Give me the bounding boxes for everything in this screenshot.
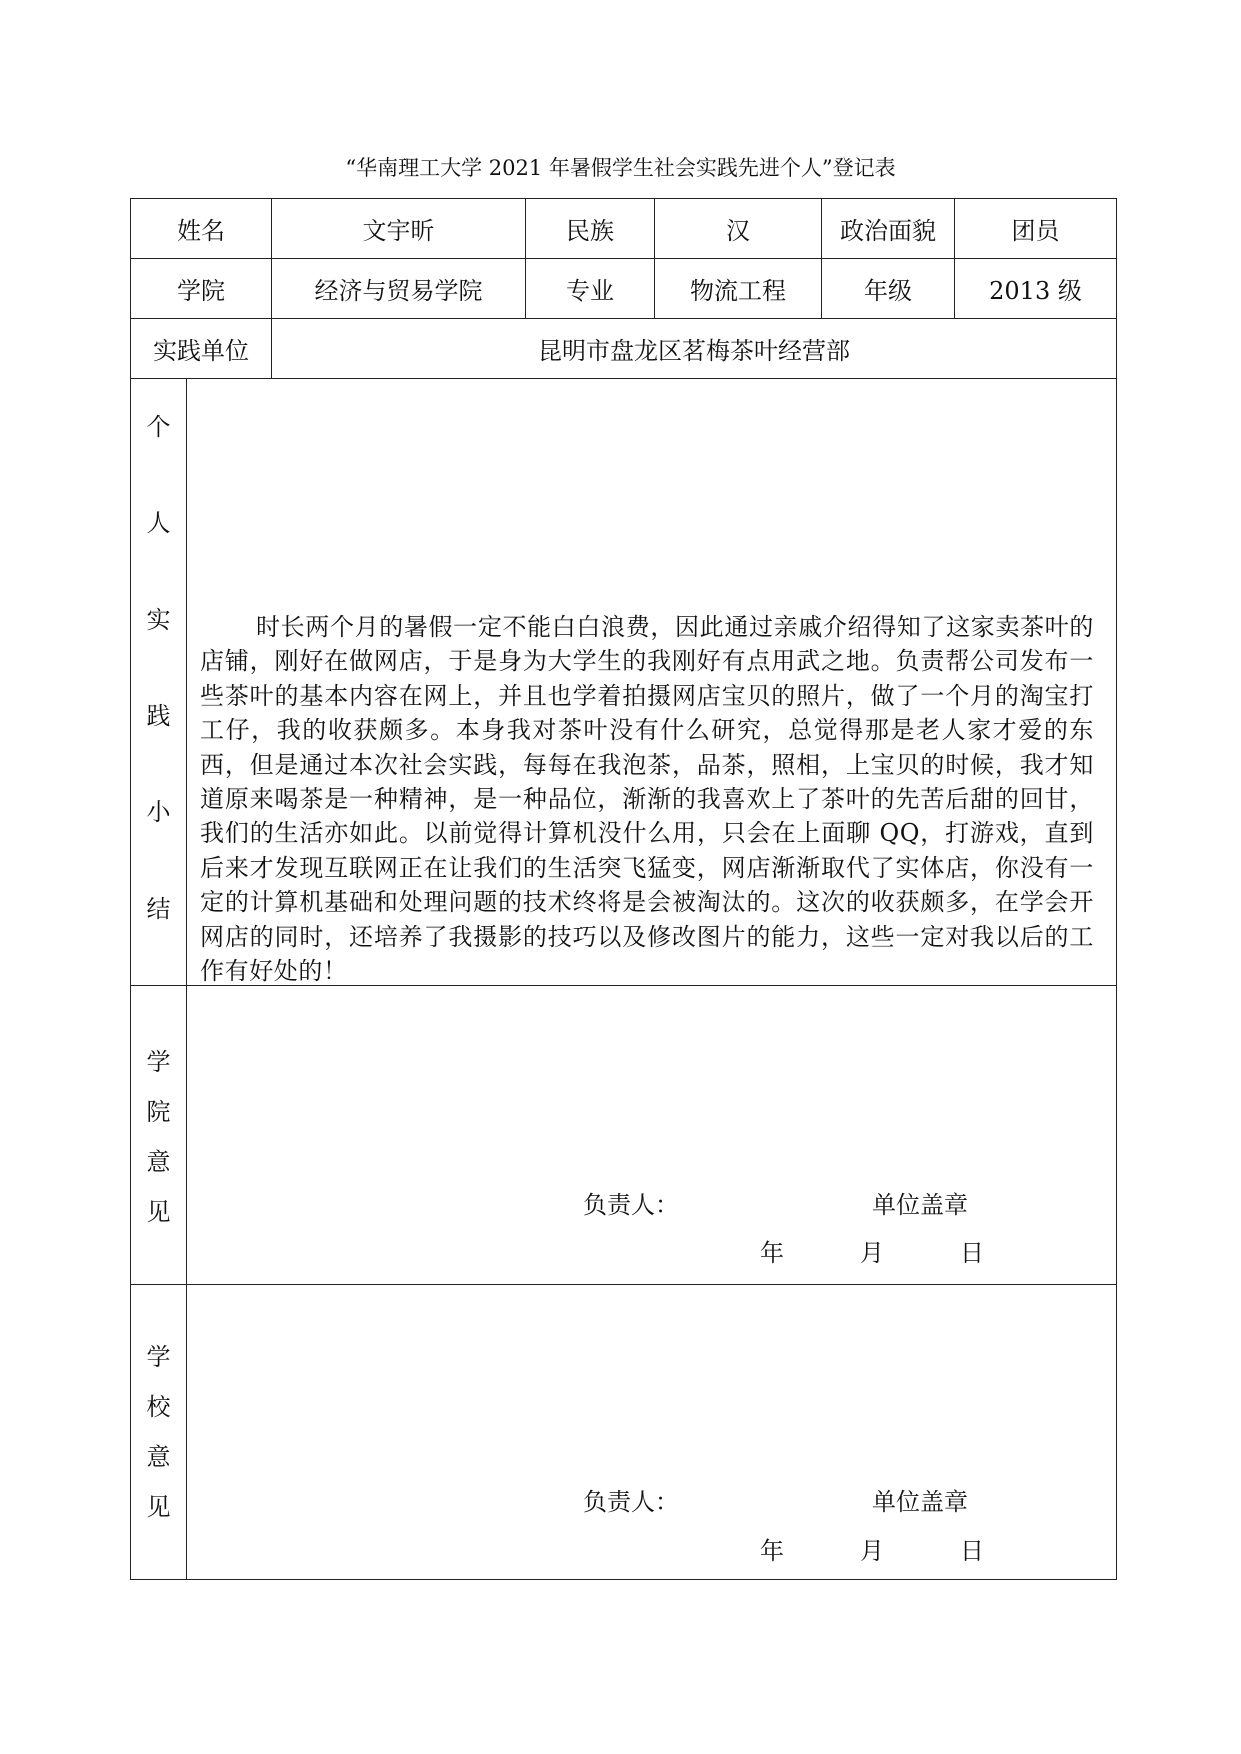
school-opinion-label xyxy=(130,1284,187,1580)
grade-label: 年级 xyxy=(821,258,955,319)
registration-form xyxy=(131,199,1117,1579)
school-day: 日 xyxy=(960,1537,984,1565)
ethnicity-value: 汉 xyxy=(654,198,822,259)
school-opinion-label-char: 校 xyxy=(146,1393,171,1421)
political-value: 团员 xyxy=(954,198,1117,259)
college-opinion-label-char: 见 xyxy=(146,1198,171,1226)
school-year: 年 xyxy=(760,1537,784,1565)
major-label: 专业 xyxy=(525,258,655,319)
school-opinion-label-char: 见 xyxy=(146,1493,171,1521)
unit-value: 昆明市盘龙区茗梅茶叶经营部 xyxy=(271,318,1117,379)
summary-label-char: 个 xyxy=(146,413,171,441)
college-opinion-label-char: 院 xyxy=(146,1098,171,1126)
form-title: “华南理工大学 2021 年暑假学生社会实践先进个人”登记表 xyxy=(345,156,896,180)
grade-value: 2013 级 xyxy=(954,258,1117,319)
college-day: 日 xyxy=(960,1239,984,1267)
summary-label xyxy=(130,378,187,986)
summary-label-char: 人 xyxy=(146,509,171,538)
college-seal-label: 单位盖章 xyxy=(872,1191,968,1219)
political-label: 政治面貌 xyxy=(821,198,955,259)
college-opinion-label xyxy=(130,985,187,1285)
name-label: 姓名 xyxy=(130,198,272,259)
college-responsible-label: 负责人： xyxy=(583,1191,679,1219)
college-opinion-label-char: 意 xyxy=(146,1148,171,1176)
summary-text: 时长两个月的暑假一定不能白白浪费，因此通过亲戚介绍得知了这家卖茶叶的店铺，刚好在做网店，于是身为大学生的我刚好有点用武之地。负责帮公司发布一些茶叶的基本内容在网上，并且也学着拍摄网店宝贝的照片，做了一个月的淘宝打工仔，我的收获颇多。本身我对茶叶没有什么研究，总觉得那是老人家才爱的东西，但是通过本次社会实践，每每在我泡茶，品茶，照相，上宝贝的时候，我才知道原来喝茶是一种精神，是一种品位，渐渐的我喜欢上了茶叶的先苦后甜的回甘，我们的生活亦如此。以前觉得计算机没什么用，只会在上面聊 QQ，打游戏，直到后来才发现互联网正在让我们的生活突飞猛变，网店渐渐取代了实体店，你没有一定的计算机基础和处理问题的技术终将是会被淘汰的。这次的收获颇多，在学会开网店的同时，还培养了我摄影的技巧以及修改图片的能力，这些一定对我以后的工作有好处的！ xyxy=(200,613,1094,986)
school-month: 月 xyxy=(860,1537,884,1565)
college-value: 经济与贸易学院 xyxy=(271,258,526,319)
school-seal-label: 单位盖章 xyxy=(872,1488,968,1516)
college-month: 月 xyxy=(860,1239,884,1267)
ethnicity-label: 民族 xyxy=(525,198,655,259)
college-label: 学院 xyxy=(130,258,272,319)
summary-label-char: 结 xyxy=(146,894,171,923)
college-year: 年 xyxy=(760,1239,784,1267)
unit-label: 实践单位 xyxy=(130,318,272,379)
college-opinion-label-char: 学 xyxy=(146,1048,171,1076)
school-responsible-label: 负责人： xyxy=(583,1488,679,1516)
school-opinion-label-char: 学 xyxy=(146,1343,171,1371)
major-value: 物流工程 xyxy=(654,258,822,319)
summary-label-char: 践 xyxy=(146,701,171,730)
name-value: 文宇昕 xyxy=(271,198,526,259)
summary-label-char: 实 xyxy=(146,605,171,634)
school-opinion-label-char: 意 xyxy=(146,1443,171,1471)
summary-label-char: 小 xyxy=(146,798,171,827)
